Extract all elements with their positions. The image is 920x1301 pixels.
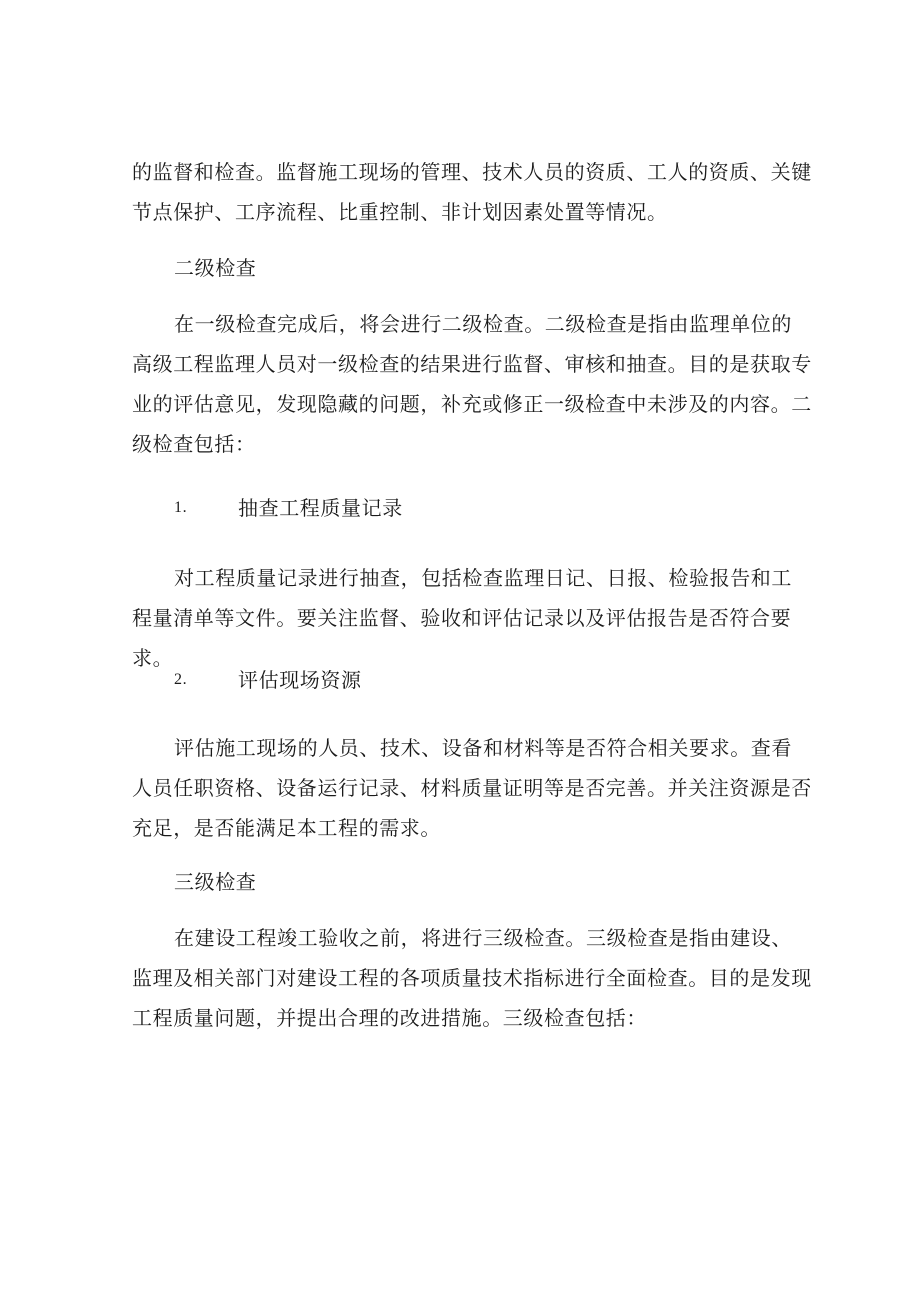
paragraph-quality-records: 对工程质量记录进行抽查，包括检查监理日记、日报、检验报告和工程量清单等文件。要关注监督、验收和评估记录以及评估报告是否符合要求。 (132, 566, 792, 670)
heading-level2-inspection: 二级检查 (174, 256, 257, 280)
list-item-title: 评估现场资源 (238, 668, 362, 692)
heading-level3-inspection: 三级检查 (174, 870, 257, 894)
paragraph-level3-intro: 在建设工程竣工验收之前，将进行三级检查。三级检查是指由建设、监理及相关部门对建设工程的各项质量技术指标进行全面检查。目的是发现工程质量问题，并提出合理的改进措施。三级检查包括： (132, 926, 812, 1030)
list-item-2 (174, 660, 362, 700)
paragraph-level2-intro: 在一级检查完成后，将会进行二级检查。二级检查是指由监理单位的高级工程监理人员对一级检查的结果进行监督、审核和抽查。目的是获取专业的评估意见，发现隐藏的问题，补充或修正一级检查中未涉及的内容。二级检查包括： (132, 312, 812, 456)
list-number: 1. (174, 499, 188, 516)
list-item-1 (174, 488, 403, 528)
paragraph-site-resources: 评估施工现场的人员、技术、设备和材料等是否符合相关要求。查看人员任职资格、设备运行记录、材料质量证明等是否完善。并关注资源是否充足，是否能满足本工程的需求。 (132, 736, 812, 840)
list-item-title: 抽查工程质量记录 (238, 496, 403, 520)
list-number: 2. (174, 671, 188, 688)
paragraph-supervision: 的监督和检查。监督施工现场的管理、技术人员的资质、工人的资质、关键节点保护、工序流程、比重控制、非计划因素处置等情况。 (132, 160, 812, 224)
